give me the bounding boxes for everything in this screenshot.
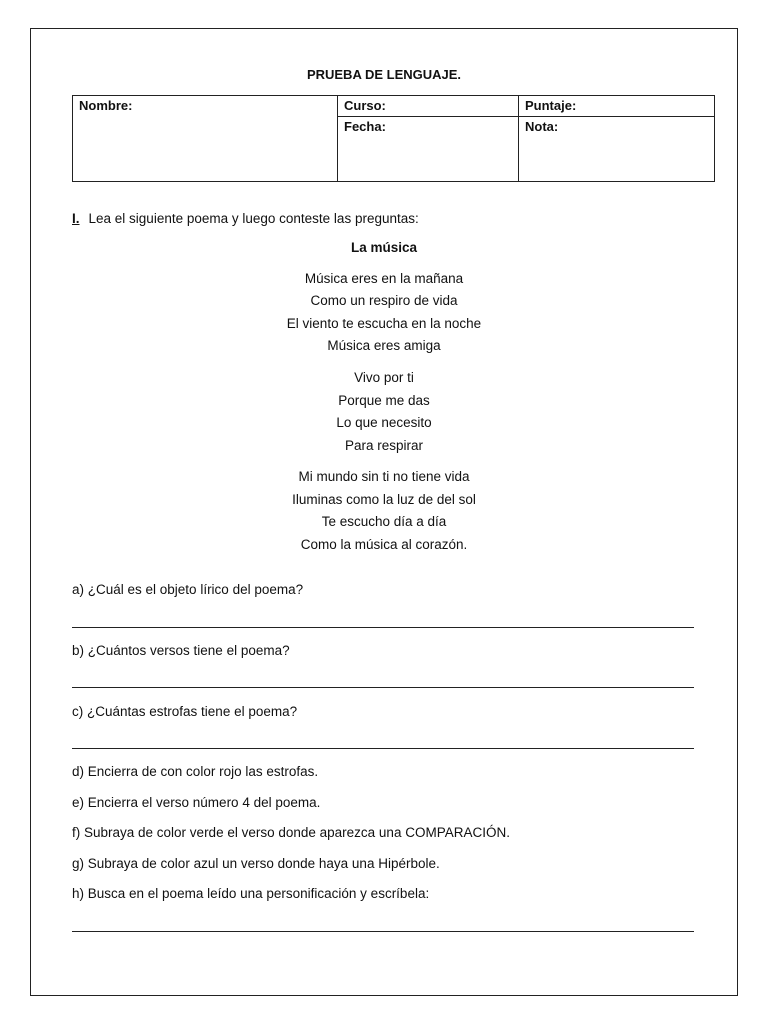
instruction-text: Lea el siguiente poema y luego conteste las preguntas: (88, 211, 419, 226)
poem-line: Mi mundo sin ti no tiene vida (298, 469, 470, 484)
page-title: PRUEBA DE LENGUAJE. (306, 67, 462, 82)
poem-line: Porque me das (338, 393, 430, 408)
poem-line: Lo que necesito (336, 415, 432, 430)
poem-line: Música eres amiga (327, 338, 441, 353)
poem-line: El viento te escucha en la noche (286, 316, 482, 331)
question-c: c) ¿Cuántas estrofas tiene el poema? (72, 704, 298, 719)
section-number: I. (72, 211, 80, 226)
puntaje-label: Puntaje: (525, 98, 577, 113)
poem-line: Vivo por ti (354, 370, 414, 385)
answer-line-h[interactable] (72, 931, 694, 932)
question-d: d) Encierra de con color rojo las estrofas. (72, 764, 319, 779)
answer-line-b[interactable] (72, 687, 694, 688)
curso-cell[interactable] (338, 96, 519, 117)
answer-line-a[interactable] (72, 627, 694, 628)
puntaje-cell[interactable] (519, 96, 715, 117)
poem-line: Iluminas como la luz de del sol (292, 492, 476, 507)
curso-label: Curso: (344, 98, 386, 113)
poem-line: Para respirar (344, 438, 424, 453)
section-instruction (72, 211, 419, 226)
question-a: a) ¿Cuál es el objeto lírico del poema? (72, 582, 304, 597)
poem-title: La música (350, 240, 418, 255)
question-e: e) Encierra el verso número 4 del poema. (72, 795, 321, 810)
nota-label: Nota: (525, 119, 559, 134)
student-info-table (72, 95, 715, 182)
question-h: h) Busca en el poema leído una personificación y escríbela: (72, 886, 430, 901)
fecha-cell[interactable] (338, 117, 519, 182)
poem-line: Te escucho día a día (321, 514, 447, 529)
poem-line: Música eres en la mañana (304, 271, 464, 286)
question-g: g) Subraya de color azul un verso donde haya una Hipérbole. (72, 856, 440, 871)
nombre-cell[interactable] (73, 96, 338, 182)
poem-line: Como un respiro de vida (310, 293, 458, 308)
nombre-label: Nombre: (79, 98, 133, 113)
answer-line-c[interactable] (72, 748, 694, 749)
question-f: f) Subraya de color verde el verso donde aparezca una COMPARACIÓN. (72, 825, 510, 840)
question-b: b) ¿Cuántos versos tiene el poema? (72, 643, 290, 658)
poem-line: Como la música al corazón. (300, 537, 468, 552)
nota-cell[interactable] (519, 117, 715, 182)
fecha-label: Fecha: (344, 119, 386, 134)
